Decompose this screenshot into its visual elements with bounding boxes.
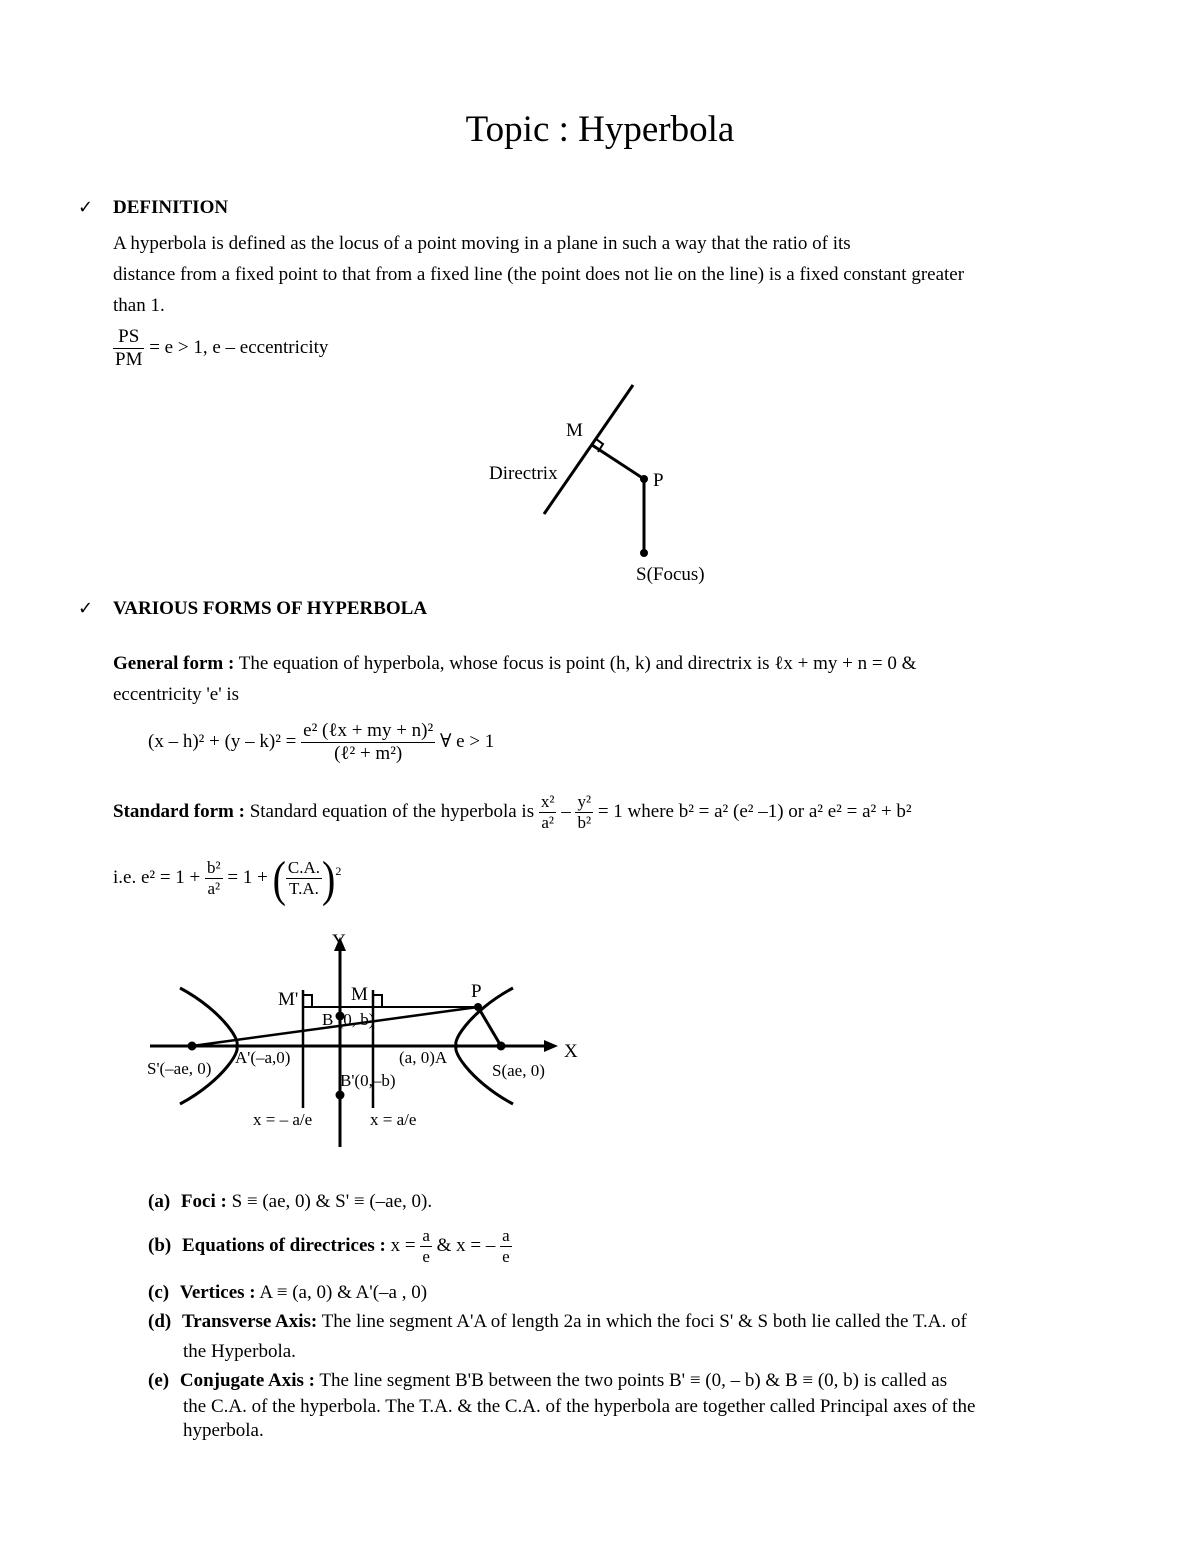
x-axis-arrow — [544, 1040, 558, 1052]
label-bprime: B'(0,–b) — [340, 1071, 396, 1090]
list-text-pre: x = — [390, 1234, 416, 1256]
a-squared: a² — [541, 813, 554, 832]
general-eq-numerator: e² (ℓx + my + n)² — [303, 720, 434, 741]
point-p — [640, 475, 648, 483]
list-item-d — [148, 1311, 967, 1333]
list-text: A ≡ (a, 0) & A'(–a , 0) — [259, 1282, 428, 1303]
ratio-numerator: PS — [113, 326, 144, 349]
ie-frac-den: a² — [207, 879, 221, 898]
label-focus: S(Focus) — [636, 564, 705, 585]
label-a: (a, 0)A — [399, 1048, 448, 1067]
right-angle-mprime — [303, 995, 312, 1007]
definition-line-2: distance from a fixed point to that from a fixed line (the point does not lie on the line) is a fixed constant greater — [113, 264, 965, 285]
list-label: Foci : — [180, 1191, 227, 1212]
label-aprime: A'(–a,0) — [235, 1048, 291, 1067]
y-squared-fraction — [575, 792, 593, 833]
check-mark-icon: ✓ — [78, 197, 94, 218]
ie-mid: = 1 + — [227, 866, 268, 888]
list-item-c — [148, 1282, 427, 1304]
list-item-e — [148, 1370, 947, 1392]
eccentricity-formula — [113, 326, 328, 371]
ie-exponent: 2 — [335, 863, 342, 878]
label-right-directrix: x = a/e — [370, 1110, 417, 1129]
standard-form-text: Standard equation of the hyperbola is — [249, 800, 535, 822]
frac-num: a — [422, 1226, 430, 1245]
ie-fraction — [205, 858, 223, 899]
ie-prefix: i.e. e² = 1 + — [113, 866, 201, 888]
list-label: Conjugate Axis : — [179, 1370, 315, 1391]
ie-paren-num: C.A. — [287, 858, 321, 877]
list-label: Vertices : — [179, 1282, 256, 1303]
frac-num: a — [502, 1226, 510, 1245]
label-sprime: S'(–ae, 0) — [147, 1059, 212, 1078]
ratio-denominator: PM — [115, 349, 143, 370]
label-x: X — [564, 1041, 578, 1062]
x-squared-fraction — [539, 792, 557, 833]
ie-paren-fraction — [286, 858, 322, 899]
definition-heading: DEFINITION — [113, 197, 229, 218]
ratio-fraction — [113, 326, 144, 371]
point-s — [640, 549, 648, 557]
label-p: P — [471, 981, 482, 1002]
label-b: B (0, b) — [322, 1010, 375, 1029]
directrix-fraction — [420, 1226, 432, 1267]
b-squared: b² — [577, 813, 592, 832]
label-p: P — [653, 470, 664, 491]
standard-form-line — [113, 792, 912, 833]
y-squared: y² — [577, 792, 592, 811]
directrix-diagram — [470, 375, 740, 590]
label-mprime: M' — [278, 989, 299, 1010]
p-s-line — [478, 1007, 501, 1046]
list-item-d-line-2: the Hyperbola. — [183, 1341, 296, 1362]
list-text: S ≡ (ae, 0) & S' ≡ (–ae, 0). — [231, 1191, 433, 1212]
point-s — [497, 1042, 506, 1051]
ie-equation: i.e. e² = 1 + $\frac{\text{b²}}{\text{a²}}$ = 1 + ( $\frac{C.A.}{T.A.}$ )$^2$ — [113, 849, 342, 906]
label-s: S(ae, 0) — [492, 1061, 545, 1080]
frac-den: e — [422, 1247, 430, 1266]
general-form-line-2: eccentricity 'e' is — [113, 684, 240, 705]
list-item-e-line-2: the C.A. of the hyperbola. The T.A. & the C.A. of the hyperbola are together called Principal axes of the — [183, 1396, 976, 1417]
list-text-mid: & x = – — [436, 1234, 496, 1256]
right-angle-m — [373, 995, 382, 1007]
point-bprime — [336, 1091, 345, 1100]
standard-form-rest: = 1 where b² = a² (e² –1) or a² e² = a² + b² — [597, 800, 912, 822]
label-m: M — [351, 984, 368, 1005]
general-eq-right: ∀ e > 1 — [439, 730, 495, 752]
general-eq-left: (x – h)² + (y – k)² = — [148, 730, 297, 752]
list-item-e-line-3: hyperbola. — [183, 1420, 264, 1441]
ratio-rest: = e > 1, e – eccentricity — [149, 336, 329, 358]
page-title: Topic : Hyperbola — [465, 109, 735, 150]
list-marker: (d) — [148, 1311, 172, 1332]
definition-line-1: A hyperbola is defined as the locus of a point moving in a plane in such a way that the ratio of its — [113, 233, 851, 254]
general-eq-fraction — [301, 720, 435, 765]
x-squared: x² — [540, 792, 555, 811]
list-marker: (b) — [148, 1234, 172, 1256]
point-p — [474, 1003, 482, 1011]
hyperbola-diagram — [140, 925, 600, 1150]
list-marker: (a) — [148, 1191, 171, 1212]
point-sprime — [188, 1042, 197, 1051]
standard-form-label: Standard form : — [113, 800, 245, 822]
label-directrix: Directrix — [489, 463, 558, 484]
general-form-text: The equation of hyperbola, whose focus is point (h, k) and directrix is ℓx + my + n = 0 & — [238, 653, 917, 674]
ie-frac-num: b² — [207, 858, 221, 877]
check-mark-icon: ✓ — [78, 598, 94, 619]
general-form-line — [113, 648, 916, 679]
ie-paren-den: T.A. — [289, 879, 319, 898]
list-item-a — [148, 1191, 432, 1213]
frac-den: e — [502, 1247, 510, 1266]
forms-heading: VARIOUS FORMS OF HYPERBOLA — [113, 598, 428, 619]
list-text: The line segment B'B between the two points B' ≡ (0, – b) & B ≡ (0, b) is called as — [319, 1370, 948, 1391]
definition-line-3: than 1. — [113, 295, 165, 316]
label-y: Y — [332, 931, 346, 952]
list-item-b — [148, 1226, 512, 1267]
list-label: Equations of directrices : — [181, 1234, 386, 1256]
list-text: The line segment A'A of length 2a in which the foci S' & S both lie called the T.A. of — [321, 1311, 967, 1332]
directrix-fraction-2 — [500, 1226, 512, 1267]
label-left-directrix: x = – a/e — [253, 1110, 313, 1129]
list-marker: (e) — [148, 1370, 170, 1391]
directrix-line — [544, 385, 633, 514]
general-form-label: General form : — [113, 653, 235, 674]
list-label: Transverse Axis: — [181, 1311, 318, 1332]
general-form-equation — [148, 720, 494, 765]
general-eq-denominator: (ℓ² + m²) — [334, 743, 403, 764]
list-marker: (c) — [148, 1282, 170, 1303]
std-minus: – — [561, 800, 571, 822]
label-m: M — [566, 420, 583, 441]
